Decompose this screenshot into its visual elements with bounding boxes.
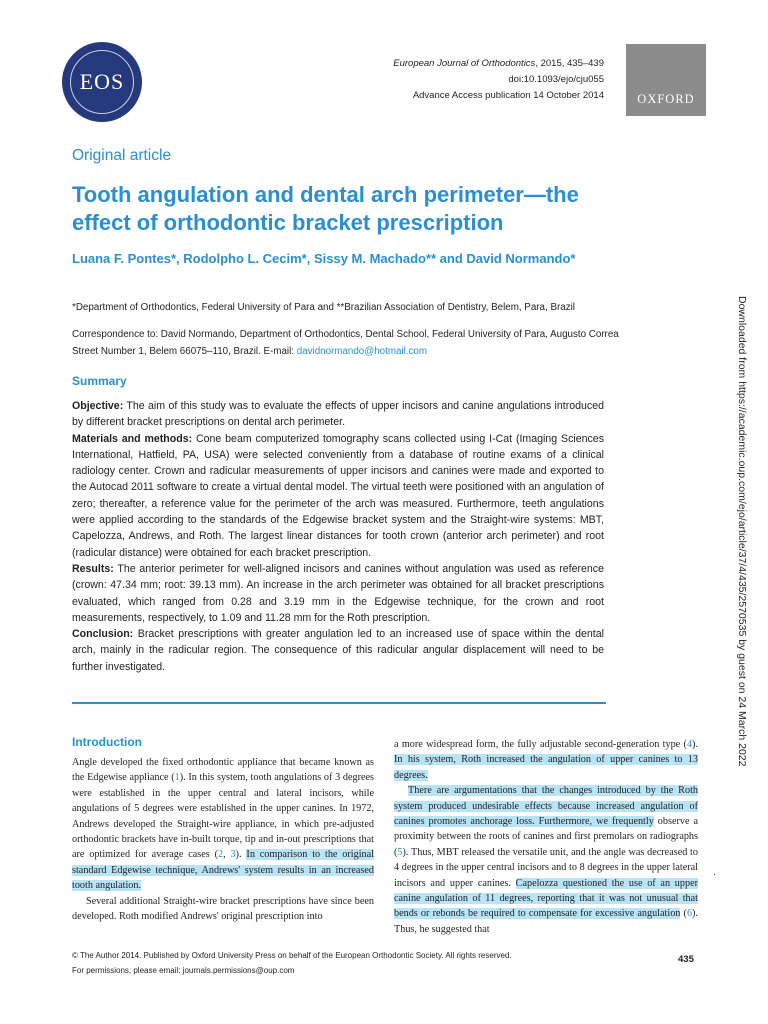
- logo-ring: [70, 50, 134, 114]
- text-run: ).: [235, 849, 247, 861]
- highlighted-text: In comparison to the original standard Edgewise technique, Andrews' system results in an increased tooth angulation.: [72, 849, 374, 892]
- intro-paragraph-2-cont: [394, 737, 698, 783]
- email-link[interactable]: davidnormando@hotmail.com: [296, 346, 428, 357]
- oxford-logo-text: OXFORD: [637, 92, 695, 106]
- text-run: ). Thus, MBT released the versatile unit, and the angle was decreased to 4 degrees in the upper central incisors and to 8 degrees in the upper lateral incisors and upper canines.: [394, 846, 698, 889]
- introduction-heading: Introduction: [72, 735, 142, 749]
- reference-link-3[interactable]: 3: [230, 849, 236, 861]
- logo-text: EOS: [79, 69, 125, 94]
- journal-citation: [344, 56, 604, 104]
- advance-access: Advance Access publication 14 October 2014: [412, 90, 604, 101]
- text-run: (: [680, 908, 687, 920]
- affiliation: *Department of Orthodontics, Federal University of Para and **Brazilian Association of Dentistry, Belem, Para, Brazil: [72, 302, 575, 313]
- text-run: a more widespread form, the fully adjustable second-generation type (: [394, 739, 687, 750]
- summary-heading: Summary: [72, 374, 127, 388]
- reference-link-4[interactable]: 4: [686, 739, 693, 750]
- reference-link-5[interactable]: 5: [397, 846, 403, 858]
- reference-link-1[interactable]: 1: [174, 772, 180, 784]
- text-run: Angle developed the fixed orthodontic appliance that became known as the Edgewise appliance (: [72, 757, 374, 784]
- journal-volume: , 2015, 435–439: [535, 58, 604, 69]
- correspondence-text: Correspondence to: David Normando, Department of Orthodontics, Dental School, Federal University of Para, Augusto Correa Street Number 1, Belem 66075–110, Brazil. E-mail:: [72, 329, 619, 357]
- results-label: Results:: [72, 562, 114, 575]
- results-text: The anterior perimeter for well-aligned incisors and canines without angulation was used as reference (crown: 47.34 mm; root: 39.13 mm). An increase in the arch perimeter was obtained for all bracket prescriptions evaluated, which ranged from 0.28 and 3.19 mm in the Edgewise technique, for the crown and root measurements, respectively, to 1.09 and 11.28 mm for the Roth prescription.: [72, 562, 604, 624]
- highlighted-text: There are argumentations that the changes introduced by the Roth system produced undesirable effects because increased angulation of canines promotes anchorage loss. Furthermore, we frequently: [394, 785, 698, 828]
- highlighted-text: In his system, Roth increased the angulation of upper canines to 13 degrees.: [394, 754, 698, 781]
- article-type: Original article: [72, 147, 172, 164]
- text-run: ,: [223, 849, 231, 861]
- summary-conclusion: [72, 626, 604, 675]
- section-divider: [72, 702, 606, 704]
- page-number: 435: [678, 954, 694, 965]
- reference-link-6[interactable]: 6: [686, 908, 693, 920]
- correspondence: [72, 326, 622, 360]
- summary-body: [72, 398, 604, 675]
- intro-paragraph-2: Several additional Straight-wire bracket prescriptions have since been developed. Roth modified Andrews' original prescription into: [72, 895, 374, 923]
- intro-paragraph-3: [394, 783, 698, 937]
- reference-link-2[interactable]: 2: [217, 849, 224, 861]
- doi: doi:10.1093/ejo/cju055: [508, 74, 604, 85]
- objective-text: The aim of this study was to evaluate the effects of upper incisors and canine angulations introduced by different bracket prescriptions on dental arch perimeter.: [72, 400, 604, 429]
- highlighted-text: Capelozza questioned the use of an upper canine angulation of 11 degrees, reporting that it was not unusual that bends or rebonds be required to compensate for excessive angulation: [394, 877, 698, 920]
- body-left-column: [72, 755, 374, 924]
- journal-name: European Journal of Orthodontics: [393, 58, 536, 69]
- article-title: Tooth angulation and dental arch perimeter—the effect of orthodontic bracket prescription: [72, 182, 579, 235]
- conclusion-text: Bracket prescriptions with greater angulation led to an increased use of space within the dental arch, mainly in the radicular region. The consequence of this radicular angular displacement will need to be further investigated.: [72, 628, 604, 673]
- conclusion-label: Conclusion:: [72, 628, 134, 641]
- oxford-logo: [626, 44, 706, 116]
- methods-text: Cone beam computerized tomography scans collected using I-Cat (Imaging Sciences International, Hatfield, PA, USA) were selected conveniently from a database of routine exams of a clinical radiology center. Crown and radicular measurements of upper incisors and canines were made and exported to the Autocad 2011 software to create a virtual dental model. The virtual teeth were positioned with an angulation of zero; thereafter, a reference value for the perimeter of the arch was measured. Furthermore, teeth angulations were applied according to the standards of the Edgewise bracket system and the Straight-wire systems: MBT, Capelozza, Andrews, and Roth. The largest linear distances for tooth crown (anterior arch perimeter) and root (radicular distance) were obtained for each bracket prescription.: [72, 432, 604, 559]
- intro-paragraph-1: [72, 755, 374, 894]
- text-run: ).: [692, 739, 698, 750]
- text-run: ). In this system, tooth angulations of 3 degrees were established in the upper central and lateral incisors, while angulations of 5 degrees were established in the upper canines. In 1972, Andrews developed the Straight-wire appliance, in which pre-adjusted orthodontic brackets have in-built torque, tip and in-out prescriptions that are optimized for average cases (: [72, 772, 374, 861]
- text-run: observe a proximity between the roots of canines and first premolars on radiographs (: [394, 816, 698, 858]
- summary-objective: [72, 398, 604, 431]
- copyright-line: © The Author 2014. Published by Oxford University Press on behalf of the European Orthodontic Society. All rights reserved.: [72, 951, 512, 960]
- author-list: Luana F. Pontes*, Rodolpho L. Cecim*, Sissy M. Machado** and David Normando*: [72, 251, 576, 266]
- summary-methods: [72, 431, 604, 561]
- margin-dot: ·: [713, 869, 717, 880]
- eos-logo: [62, 42, 142, 122]
- copyright-footer: [72, 948, 512, 978]
- download-watermark: Downloaded from https://academic.oup.com/ejo/article/37/4/435/2570535 by guest on 24 March 2022: [736, 296, 748, 767]
- body-right-column: [394, 737, 698, 937]
- summary-results: [72, 561, 604, 626]
- objective-label: Objective:: [72, 400, 124, 412]
- methods-label: Materials and methods:: [72, 432, 193, 445]
- permissions-line: For permissions, please email: journals.permissions@oup.com: [72, 966, 295, 975]
- text-run: ). Thus, he suggested that: [394, 908, 698, 935]
